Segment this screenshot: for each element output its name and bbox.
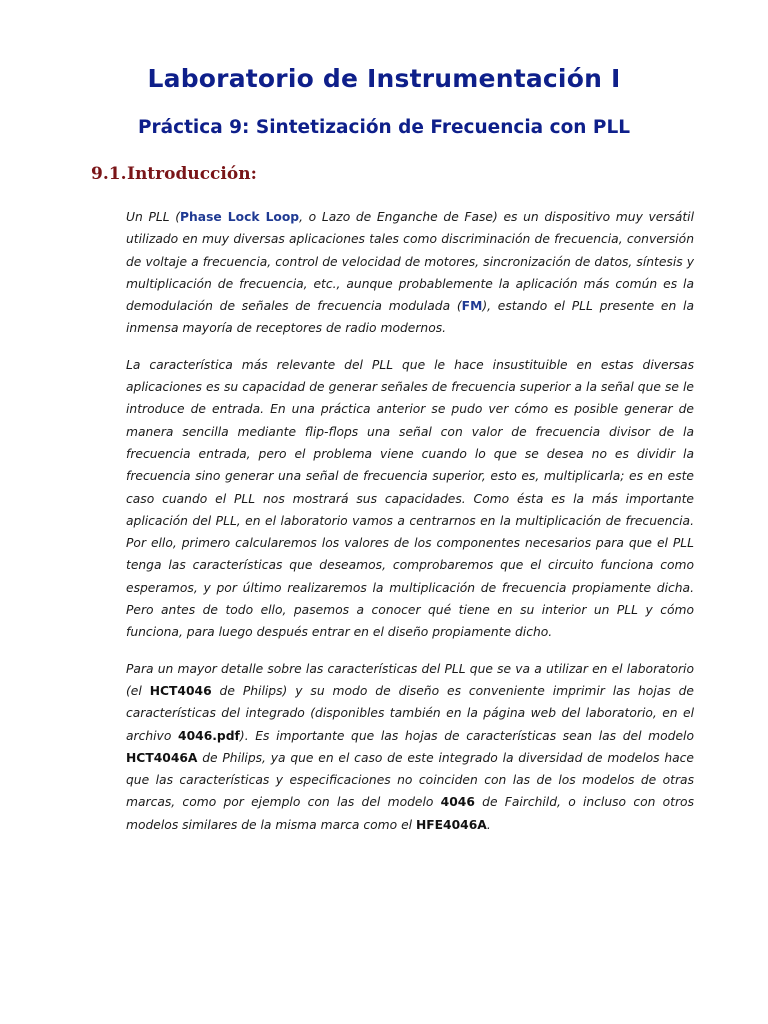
paragraph-3-text-4: de Philips, ya que en el caso de este integrado la diversidad de modelos hace que las características y especificaciones no coinciden con las de los modelos de otras marcas, como por ejemplo con las del modelo [126, 750, 694, 810]
paragraph-3-text-1: Para un mayor detalle sobre las características del PLL que se va a utilizar en el laboratorio (el [126, 661, 694, 698]
paragraph-1-text-3: ), estando el PLL presente en la inmensa mayoría de receptores de radio modernos. [126, 299, 694, 336]
document-body [126, 206, 694, 850]
paragraph-3 [126, 658, 694, 836]
paragraph-3-text-2: de Philips) y su modo de diseño es conveniente imprimir las hojas de características del integrado (disponibles también en la página web del laboratorio, en el archivo [126, 683, 694, 743]
paragraph-2: La característica más relevante del PLL que le hace insustituible en estas diversas aplicaciones es su capacidad de generar señales de frecuencia superior a la señal que se le introduce de entrada. En una práctica anterior se pudo ver cómo es posible generar de manera sencilla mediante flip-flops una señal con valor de frecuencia divisor de la frecuencia entrada, pero el problema viene cuando lo que se desea no es dividir la frecuencia sino generar una señal de frecuencia superior, esto es, multiplicarla; es en este caso cuando el PLL nos mostrará sus capacidades. Como ésta es la más importante aplicación del PLL, en el laboratorio vamos a centrarnos en la multiplicación de frecuencia. Por ello, primero calcularemos los valores de los componentes necesarios para que el PLL tenga las características que deseamos, comprobaremos que el circuito funciona como esperamos, y por último realizaremos la multiplicación de frecuencia propiamente dicha. Pero antes de todo ello, pasemos a conocer qué tiene en su interior un PLL y cómo funciona, para luego después entrar en el diseño propiamente dicho. [126, 357, 694, 640]
term-hfe4046a: HFE4046A [415, 817, 487, 832]
section-number: 9.1. [91, 164, 127, 184]
term-hct4046a: HCT4046A [126, 750, 198, 765]
paragraph-3-text-3: ). Es importante que las hojas de características sean las del modelo [239, 728, 694, 743]
paragraph-3-text-5: de Fairchild, o incluso con otros modelos similares de la misma marca como el [126, 795, 694, 832]
term-phase-lock-loop: Phase Lock Loop [180, 210, 300, 224]
paragraph-1-text-1: Un PLL ( [126, 210, 181, 224]
document-subtitle: Práctica 9: Sintetización de Frecuencia con PLL [137, 117, 631, 138]
document-title: Laboratorio de Instrumentación I [147, 64, 621, 93]
term-4046-pdf: 4046.pdf [178, 728, 240, 743]
section-heading [91, 164, 257, 184]
paragraph-1-text-2: , o Lazo de Enganche de Fase) es un dispositivo muy versátil utilizado en muy diversas aplicaciones tales como discriminación de frecuencia, conversión de voltaje a frecuencia, control de velocidad de motores, sincronización de datos, síntesis y multiplicación de frecuencia, etc., aunque probablemente la aplicación más común es la demodulación de señales de frecuencia modulada ( [126, 210, 695, 314]
paragraph-3-text-6: . [486, 817, 491, 832]
term-fm: FM [461, 299, 483, 314]
paragraph-1 [126, 206, 694, 340]
section-title: Introducción: [127, 164, 257, 184]
term-hct4046: HCT4046 [149, 683, 212, 698]
term-4046: 4046 [440, 795, 475, 810]
